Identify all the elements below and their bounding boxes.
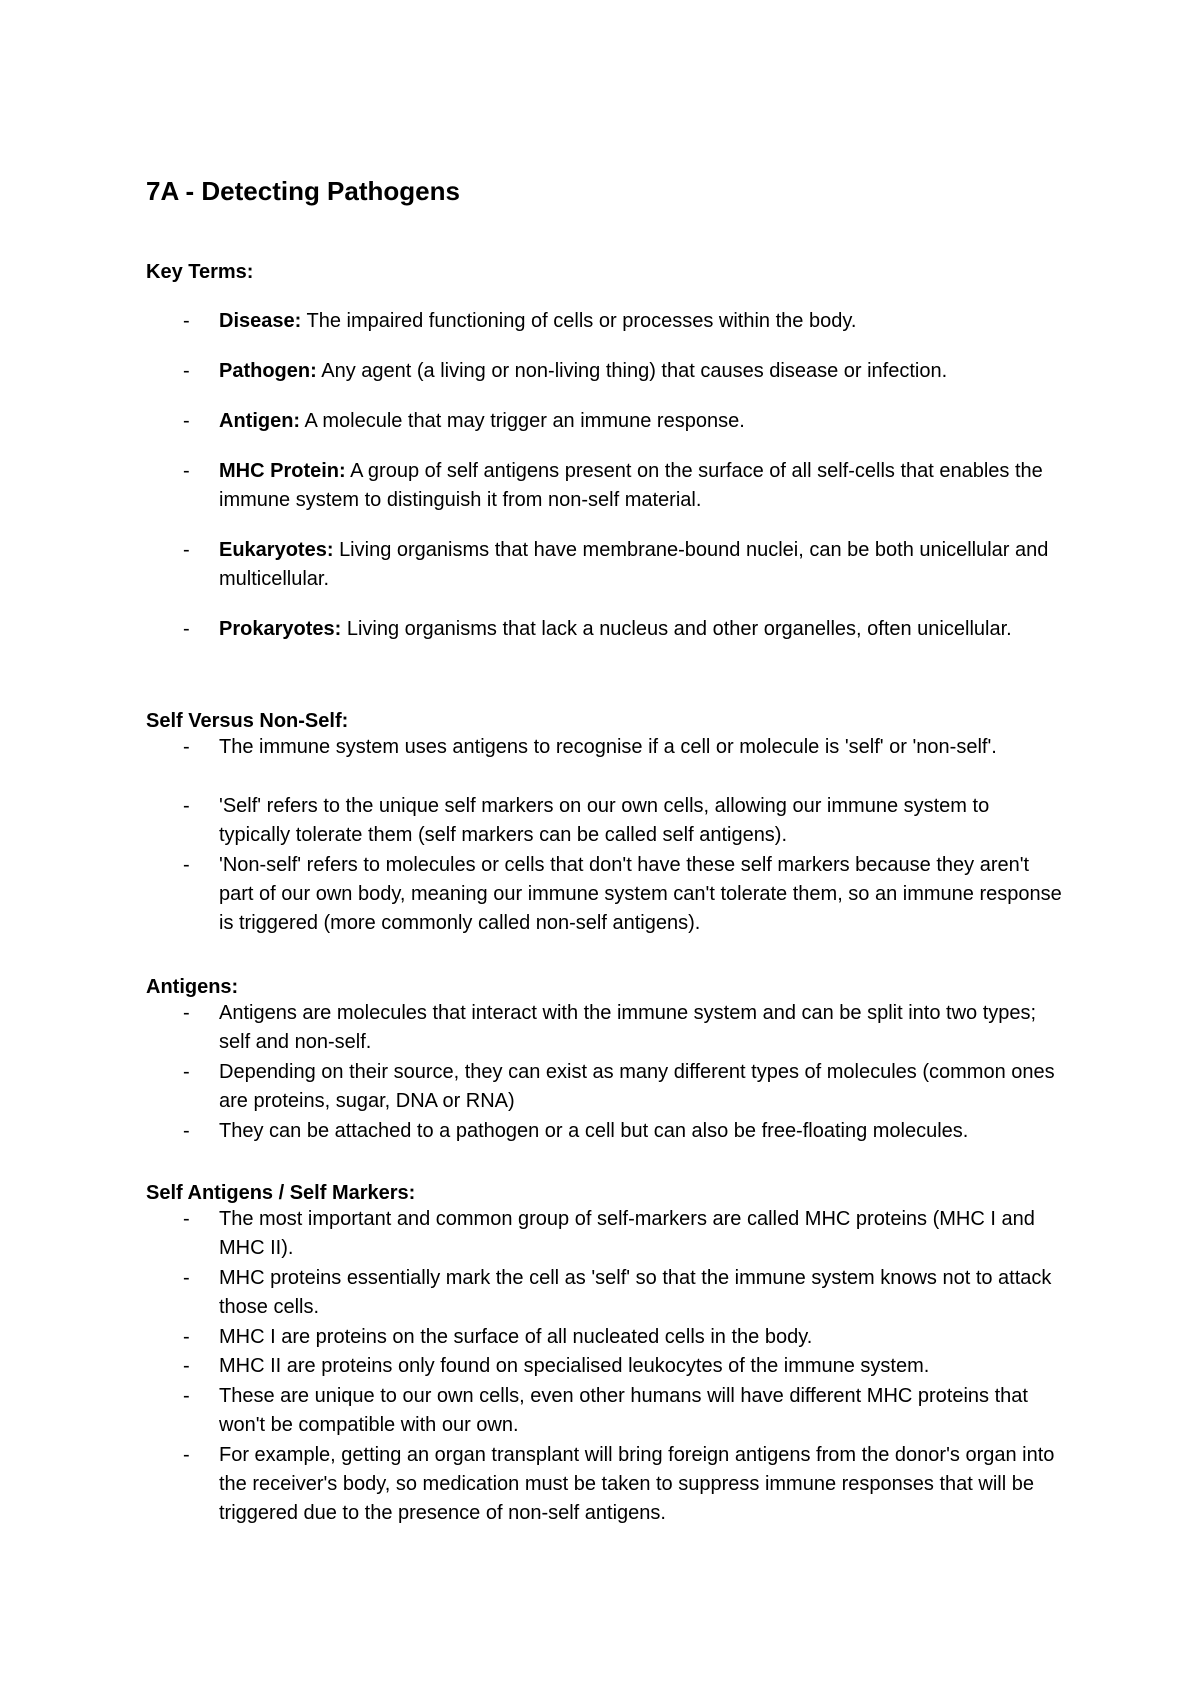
term-definition: Any agent (a living or non-living thing) that causes disease or infection. [321, 360, 948, 382]
term-definition: A group of self antigens present on the surface of all self-cells that enables the immune system to distinguish it from non-self material. [219, 460, 1043, 511]
bullet-dash: - [183, 360, 190, 382]
bullet-dash: - [183, 1208, 190, 1230]
bullet-dash: - [183, 1061, 190, 1083]
list-item-text: MHC I are proteins on the surface of all nucleated cells in the body. [219, 1326, 813, 1348]
term-label: Disease: [219, 310, 302, 332]
bullet-dash: - [183, 1267, 190, 1289]
antigens-heading: Antigens: [146, 976, 239, 998]
bullet-dash: - [183, 854, 190, 876]
list-item-text: For example, getting an organ transplant will bring foreign antigens from the donor's organ into the receiver's body, so medication must be taken to suppress immune responses that will be triggered due to the presence of non-self antigens. [219, 1444, 1055, 1524]
self-vs-nonself-heading: Self Versus Non-Self: [146, 710, 349, 732]
list-item-text: The immune system uses antigens to recognise if a cell or molecule is 'self' or 'non-self'. [219, 736, 997, 758]
list-item-text: 'Self' refers to the unique self markers on our own cells, allowing our immune system to typically tolerate them (self markers can be called self antigens). [219, 795, 990, 846]
list-item-text: MHC II are proteins only found on specialised leukocytes of the immune system. [219, 1355, 930, 1377]
bullet-dash: - [183, 539, 190, 561]
term-label: Eukaryotes: [219, 539, 334, 561]
list-item-text: The most important and common group of self-markers are called MHC proteins (MHC I and MHC II). [219, 1208, 1035, 1259]
list-item-text: MHC proteins essentially mark the cell as 'self' so that the immune system knows not to attack those cells. [219, 1267, 1052, 1318]
term-definition: Living organisms that have membrane-bound nuclei, can be both unicellular and multicellular. [219, 539, 1049, 590]
term-definition: A molecule that may trigger an immune response. [304, 410, 745, 432]
list-item-text: They can be attached to a pathogen or a cell but can also be free-floating molecules. [219, 1120, 969, 1142]
self-antigens-heading: Self Antigens / Self Markers: [146, 1182, 416, 1204]
bullet-dash: - [183, 410, 190, 432]
bullet-dash: - [183, 1355, 190, 1377]
bullet-dash: - [183, 1120, 190, 1142]
term-definition: Living organisms that lack a nucleus and other organelles, often unicellular. [346, 618, 1012, 640]
term-definition: The impaired functioning of cells or processes within the body. [306, 310, 857, 332]
page-title: 7A - Detecting Pathogens [146, 176, 460, 206]
bullet-dash: - [183, 618, 190, 640]
bullet-dash: - [183, 1002, 190, 1024]
list-item-text: 'Non-self' refers to molecules or cells that don't have these self markers because they aren't part of our own body, meaning our immune system can't tolerate them, so an immune response is triggered (more commonly called non-self antigens). [219, 854, 1062, 934]
bullet-dash: - [183, 460, 190, 482]
bullet-dash: - [183, 795, 190, 817]
term-label: Prokaryotes: [219, 618, 342, 640]
list-item-text: Depending on their source, they can exist as many different types of molecules (common ones are proteins, sugar, DNA or RNA) [219, 1061, 1055, 1112]
bullet-dash: - [183, 736, 190, 758]
list-item-text: These are unique to our own cells, even other humans will have different MHC proteins that won't be compatible with our own. [219, 1385, 1028, 1436]
term-label: Antigen: [219, 410, 301, 432]
list-item-text: Antigens are molecules that interact with the immune system and can be split into two types; self and non-self. [219, 1002, 1037, 1053]
bullet-dash: - [183, 310, 190, 332]
bullet-dash: - [183, 1385, 190, 1407]
term-label: MHC Protein: [219, 460, 346, 482]
term-label: Pathogen: [219, 360, 317, 382]
bullet-dash: - [183, 1444, 190, 1466]
bullet-dash: - [183, 1326, 190, 1348]
key-terms-heading: Key Terms: [146, 261, 254, 283]
